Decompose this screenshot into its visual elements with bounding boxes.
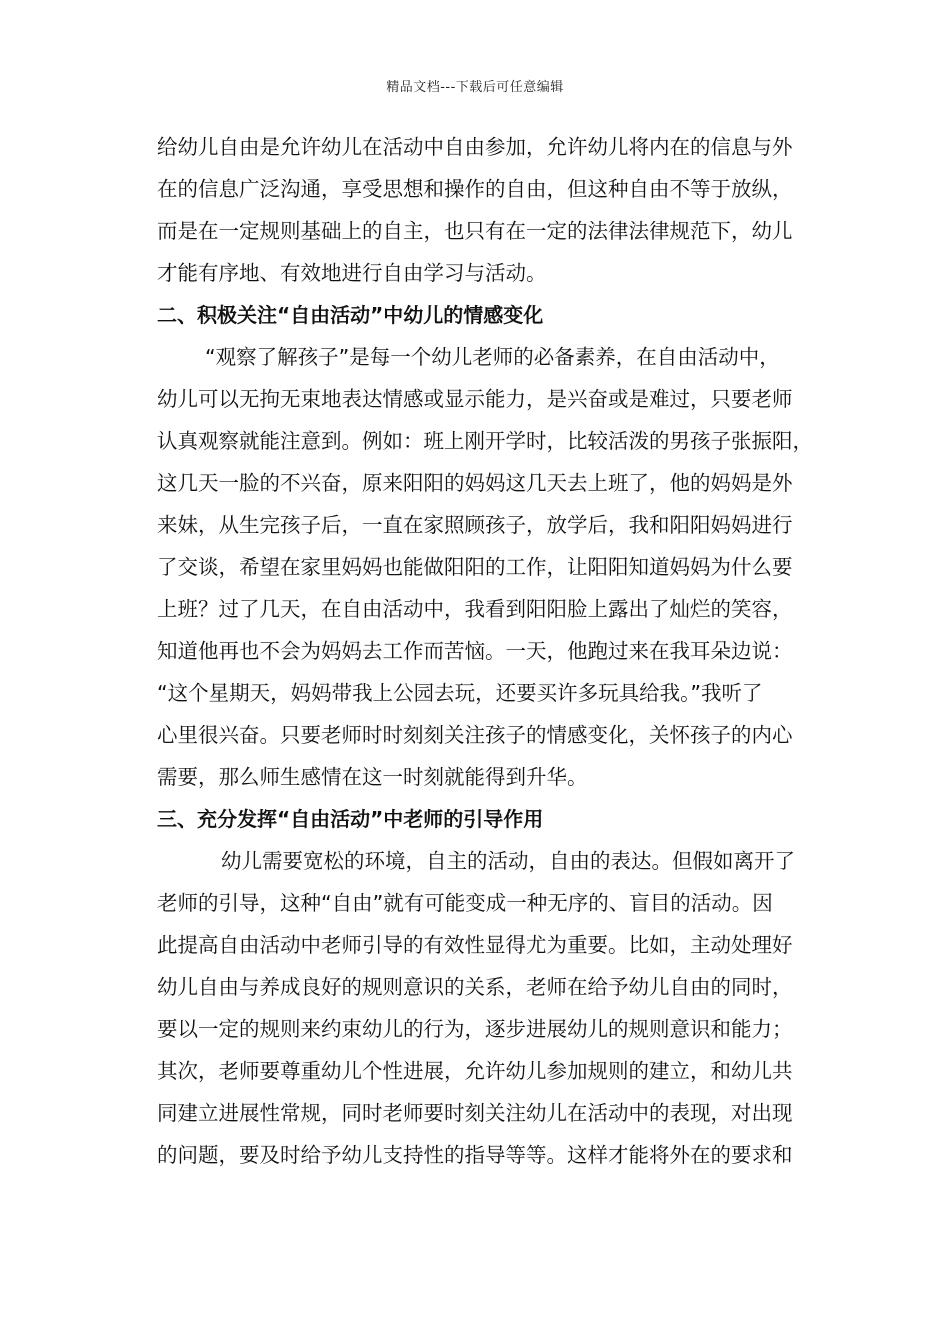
document-body [157,126,847,1176]
section-heading-3: 三、充分发挥“自由活动”中老师的引导作用 [157,807,544,831]
paragraph-line: 才能有序地、有效地进行自由学习与活动。 [157,261,547,285]
paragraph-line: 的问题，要及时给予幼儿支持性的指导等等。这样才能将外在的要求和 [157,1143,793,1167]
paragraph-line: 要以一定的规则来约束幼儿的行为，逐步进展幼儿的规则意识和能力； [157,1017,793,1041]
section-heading-2: 二、积极关注“自由活动”中幼儿的情感变化 [157,303,544,327]
paragraph-line: “这个星期天，妈妈带我上公园去玩，还要买许多玩具给我。”我听了 [157,681,763,705]
paragraph-line: 给幼儿自由是允许幼儿在活动中自由参加，允许幼儿将内在的信息与外 [157,135,793,159]
paragraph-line: 了交谈，希望在家里妈妈也能做阳阳的工作，让阳阳知道妈妈为什么要 [157,555,793,579]
page-header: 精品文档---下载后可任意编辑 [386,80,564,95]
paragraph-line: 需要，那么师生感情在这一时刻就能得到升华。 [157,765,588,789]
paragraph-line: 在的信息广泛沟通，享受思想和操作的自由，但这种自由不等于放纵， [157,177,793,201]
paragraph-line: 这几天一脸的不兴奋，原来阳阳的妈妈这几天去上班了，他的妈妈是外 [157,471,793,495]
paragraph-line: 来妹，从生完孩子后，一直在家照顾孩子，放学后，我和阳阳妈妈进行 [157,513,793,537]
paragraph-line: 认真观察就能注意到。例如：班上刚开学时，比较活泼的男孩子张振阳， [157,429,813,453]
paragraph-line: 幼儿自由与养成良好的规则意识的关系，老师在给予幼儿自由的同时， [157,975,793,999]
paragraph-line: 老师的引导，这种“自由”就有可能变成一种无序的、盲目的活动。因 [157,891,773,915]
paragraph-line: 知道他再也不会为妈妈去工作而苦恼。一天，他跑过来在我耳朵边说： [157,639,793,663]
paragraph-line: 幼儿可以无拘无束地表达情感或显示能力，是兴奋或是难过，只要老师 [157,387,793,411]
paragraph-line: 而是在一定规则基础上的自主，也只有在一定的法律法律规范下，幼儿 [157,219,793,243]
paragraph-line: 此提高自由活动中老师引导的有效性显得尤为重要。比如，主动处理好 [157,933,793,957]
paragraph-line: 心里很兴奋。只要老师时时刻刻关注孩子的情感变化，关怀孩子的内心 [157,723,793,747]
paragraph-line: “观察了解孩子”是每一个幼儿老师的必备素养，在自由活动中， [205,345,780,369]
paragraph-line: 上班？过了几天，在自由活动中，我看到阳阳脸上露出了灿烂的笑容， [157,597,793,621]
paragraph-line: 幼儿需要宽松的环境，自主的活动，自由的表达。但假如离开了 [221,849,795,873]
paragraph-line: 同建立进展性常规，同时老师要时刻关注幼儿在活动中的表现，对出现 [157,1101,793,1125]
paragraph-line: 其次，老师要尊重幼儿个性进展，允许幼儿参加规则的建立，和幼儿共 [157,1059,793,1083]
